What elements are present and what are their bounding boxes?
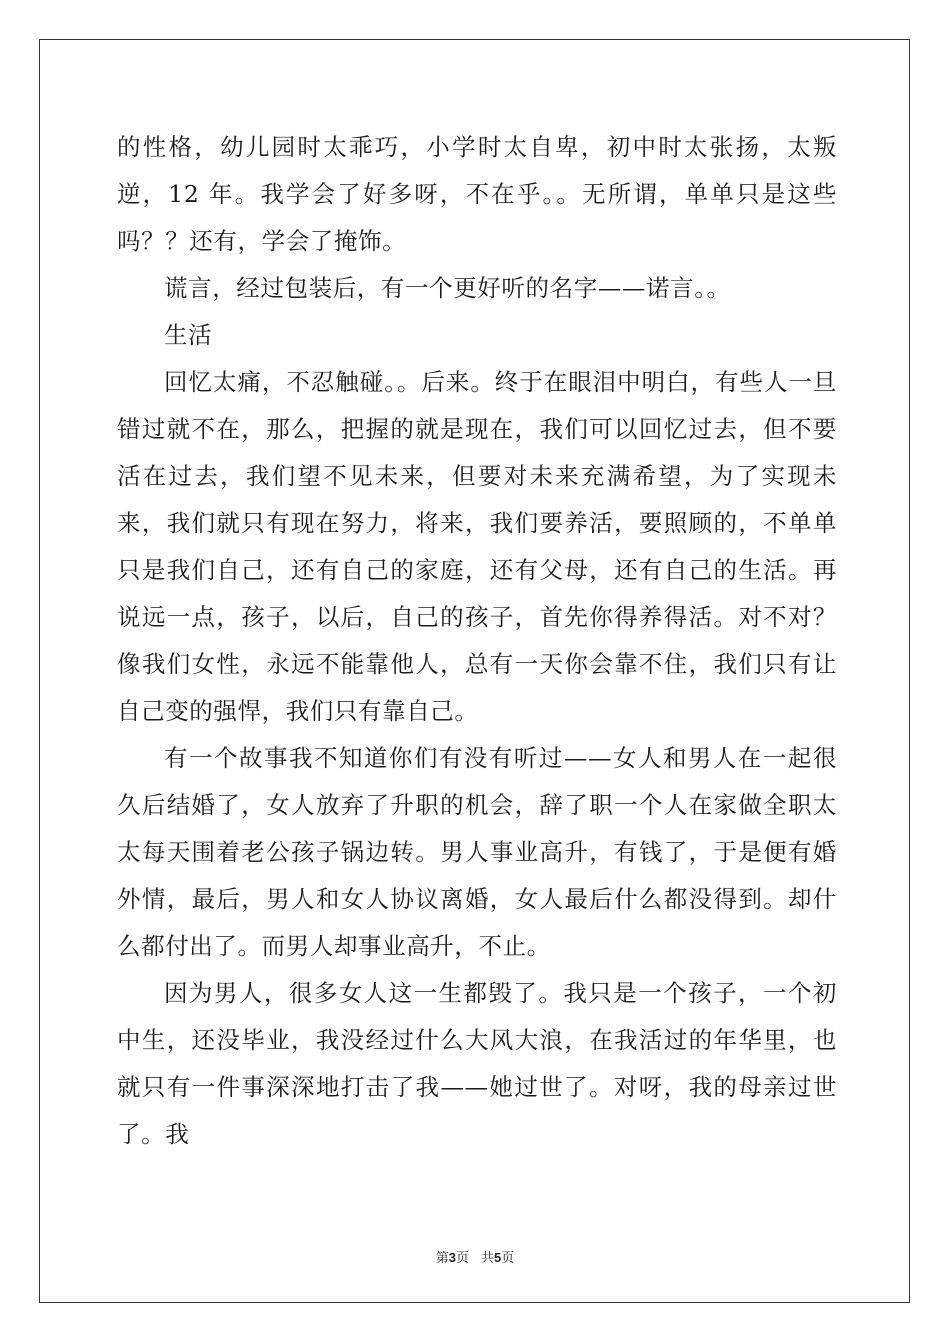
- total-page-number: 5: [494, 1250, 502, 1265]
- paragraph-1: 的性格，幼儿园时太乖巧，小学时太自卑，初中时太张扬，太叛逆，12 年。我学会了好多呀，不在乎。。无所谓，单单只是这些吗？？还有，学会了掩饰。: [117, 133, 837, 255]
- page-suffix: 页: [455, 1251, 469, 1266]
- total-prefix: 共: [481, 1251, 495, 1266]
- current-page-number: 3: [448, 1250, 456, 1265]
- section-heading-life: 生活: [164, 321, 213, 349]
- document-body: [117, 124, 837, 1158]
- total-suffix: 页: [501, 1251, 515, 1266]
- paragraph-4: 有一个故事我不知道你们有没有听过——女人和男人在一起很久后结婚了，女人放弃了升职的机会，辞了职一个人在家做全职太太每天围着老公孩子锅边转。男人事业高升，有钱了，于是便有婚外情，最后，男人和女人协议离婚，女人最后什么都没得到。却什么都付出了。而男人却事业高升，不止。: [117, 744, 837, 960]
- paragraph-2: 谎言，经过包装后，有一个更好听的名字——诺言。。: [164, 274, 731, 302]
- page-footer: [0, 1247, 950, 1266]
- paragraph-5: 因为男人，很多女人这一生都毁了。我只是一个孩子，一个初中生，还没毕业，我没经过什么大风大浪，在我活过的年华里，也就只有一件事深深地打击了我——她过世了。对呀，我的母亲过世了。我: [117, 979, 837, 1148]
- paragraph-3: 回忆太痛，不忍触碰。。后来。终于在眼泪中明白，有些人一旦错过就不在，那么，把握的就是现在，我们可以回忆过去，但不要活在过去，我们望不见未来，但要对未来充满希望，为了实现未来，我们就只有现在努力，将来，我们要养活，要照顾的，不单单只是我们自己，还有自己的家庭，还有父母，还有自己的生活。再说远一点，孩子，以后，自己的孩子，首先你得养得活。对不对？像我们女性，永远不能靠他人，总有一天你会靠不住，我们只有让自己变的强悍，我们只有靠自己。: [117, 368, 837, 725]
- page-prefix: 第: [435, 1251, 449, 1266]
